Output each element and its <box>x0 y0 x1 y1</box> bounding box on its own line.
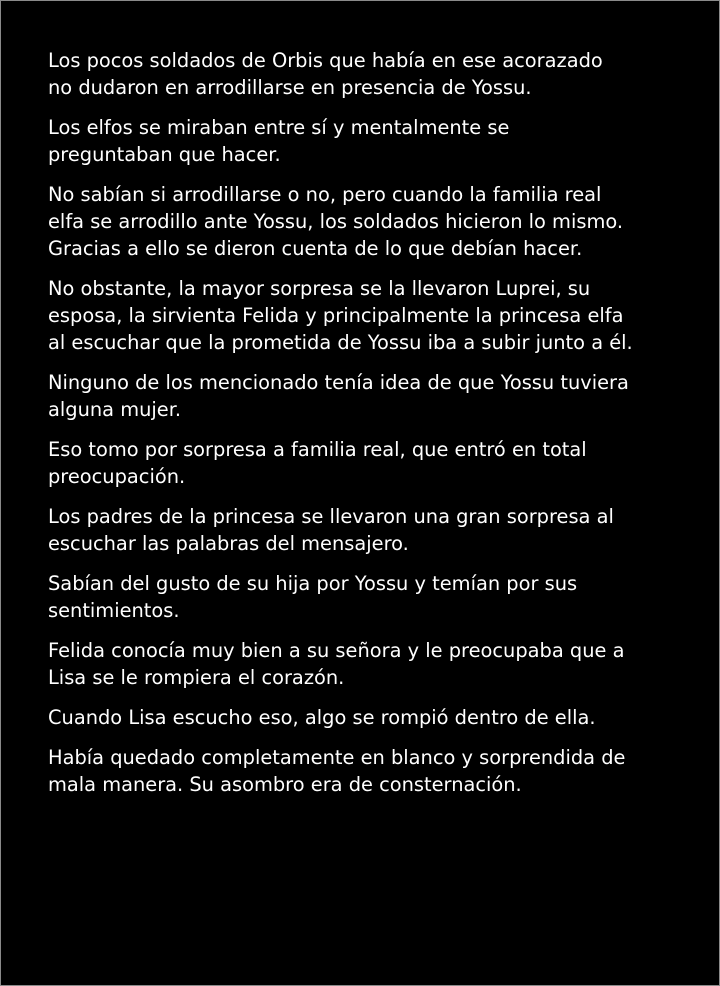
paragraph-7: Los padres de la princesa se llevaron una gran sorpresa al escuchar las palabras del mensajero. <box>48 505 614 555</box>
paragraph-4: No obstante, la mayor sorpresa se la llevaron Luprei, su esposa, la sirvienta Felida y principalmente la princesa elfa al escuchar que la prometida de Yossu iba a subir junto a él. <box>48 277 633 354</box>
paragraph-5: Ninguno de los mencionado tenía idea de que Yossu tuviera alguna mujer. <box>48 371 629 421</box>
paragraph-8: Sabían del gusto de su hija por Yossu y temían por sus sentimientos. <box>48 572 578 622</box>
paragraph-2: Los elfos se miraban entre sí y mentalmente se preguntaban que hacer. <box>48 116 510 166</box>
paragraph-11: Había quedado completamente en blanco y sorprendida de mala manera. Su asombro era de consternación. <box>48 746 626 796</box>
text-body <box>48 47 688 811</box>
paragraph-3: No sabían si arrodillarse o no, pero cuando la familia real elfa se arrodillo ante Yossu, los soldados hicieron lo mismo. Gracias a ello se dieron cuenta de lo que debían hacer. <box>48 183 624 260</box>
paragraph-9: Felida conocía muy bien a su señora y le preocupaba que a Lisa se le rompiera el corazón. <box>48 639 625 689</box>
paragraph-1: Los pocos soldados de Orbis que había en ese acorazado no dudaron en arrodillarse en presencia de Yossu. <box>48 49 603 99</box>
paragraph-10: Cuando Lisa escucho eso, algo se rompió dentro de ella. <box>48 706 596 729</box>
paragraph-6: Eso tomo por sorpresa a familia real, que entró en total preocupación. <box>48 438 587 488</box>
